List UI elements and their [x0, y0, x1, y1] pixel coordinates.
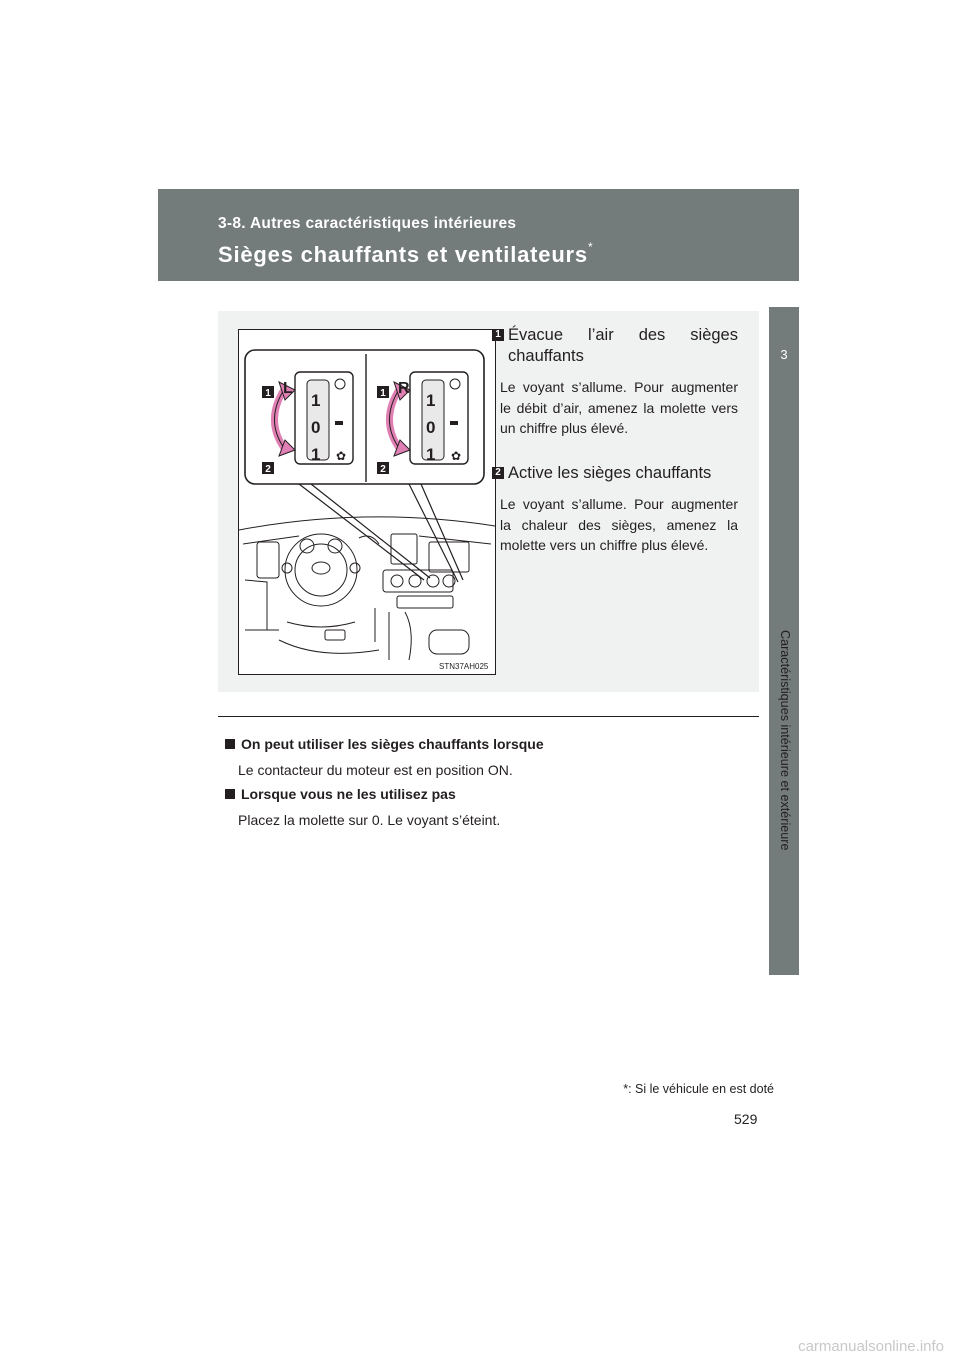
note-1-body: Le contacteur du moteur est en position ON. — [238, 762, 513, 778]
note-2-body: Placez la molette sur 0. Le voyant s’éteint. — [238, 812, 501, 828]
right-seat-label: R — [398, 380, 410, 397]
left-callout-2: 2 — [265, 464, 271, 475]
item-1-badge: 1 — [492, 329, 504, 341]
chapter-side-label-text: Caractéristiques intérieure et extérieure — [778, 630, 792, 851]
note-2-heading-text: Lorsque vous ne les utilisez pas — [241, 786, 456, 802]
item-1 — [492, 325, 738, 439]
item-2-body: Le voyant s’allume. Pour augmenter la chaleur des sièges, amenez la molette vers un chiffre plus élevé. — [500, 496, 738, 553]
chapter-side-label — [770, 630, 798, 953]
item-1-body: Le voyant s’allume. Pour augmenter le débit d’air, amenez la molette vers un chiffre plus élevé. — [500, 379, 738, 436]
page-number: 529 — [734, 1111, 758, 1127]
svg-text:✿: ✿ — [451, 449, 462, 463]
title-asterisk: * — [587, 240, 594, 254]
note-2 — [225, 786, 500, 828]
figure-code: STN37AH025 — [439, 662, 489, 671]
left-seat-label: L — [283, 380, 293, 397]
note-1 — [225, 736, 544, 778]
watermark: carmanualsonline.info — [798, 1338, 944, 1355]
section-divider — [218, 716, 759, 717]
fan-seat-icon: ✿ — [336, 449, 347, 463]
item-1-heading: Évacue l’air des sièges chauffants — [508, 326, 738, 365]
right-callout-1: 1 — [380, 388, 386, 399]
note-1-heading — [225, 736, 544, 752]
chapter-header — [158, 189, 799, 281]
dashboard-illustration — [239, 330, 495, 674]
right-callout-2: 2 — [380, 464, 386, 475]
item-2 — [492, 463, 738, 556]
dashboard-sketch — [239, 517, 495, 660]
page-title-text: Sièges chauffants et ventilateurs — [218, 242, 588, 267]
right-dial-bottom: 1 — [426, 445, 436, 464]
left-dial-bottom: 1 — [311, 445, 321, 464]
seat-heater-illustration — [238, 329, 496, 675]
chapter-number: 3 — [780, 347, 788, 362]
left-callout-1: 1 — [265, 388, 271, 399]
note-2-heading — [225, 786, 500, 802]
left-dial-top: 1 — [311, 391, 321, 410]
right-dial-mid: 0 — [426, 418, 436, 437]
left-dial-mid: 0 — [311, 418, 321, 437]
item-2-heading: Active les sièges chauffants — [508, 464, 712, 482]
item-2-badge: 2 — [492, 467, 504, 479]
section-title: 3-8. Autres caractéristiques intérieures — [218, 215, 517, 232]
illustration-panel — [218, 311, 759, 692]
page-title — [218, 242, 593, 268]
right-dial-top: 1 — [426, 391, 436, 410]
note-1-heading-text: On peut utiliser les sièges chauffants lorsque — [241, 736, 544, 752]
footnote: *: Si le véhicule en est doté — [623, 1082, 774, 1096]
